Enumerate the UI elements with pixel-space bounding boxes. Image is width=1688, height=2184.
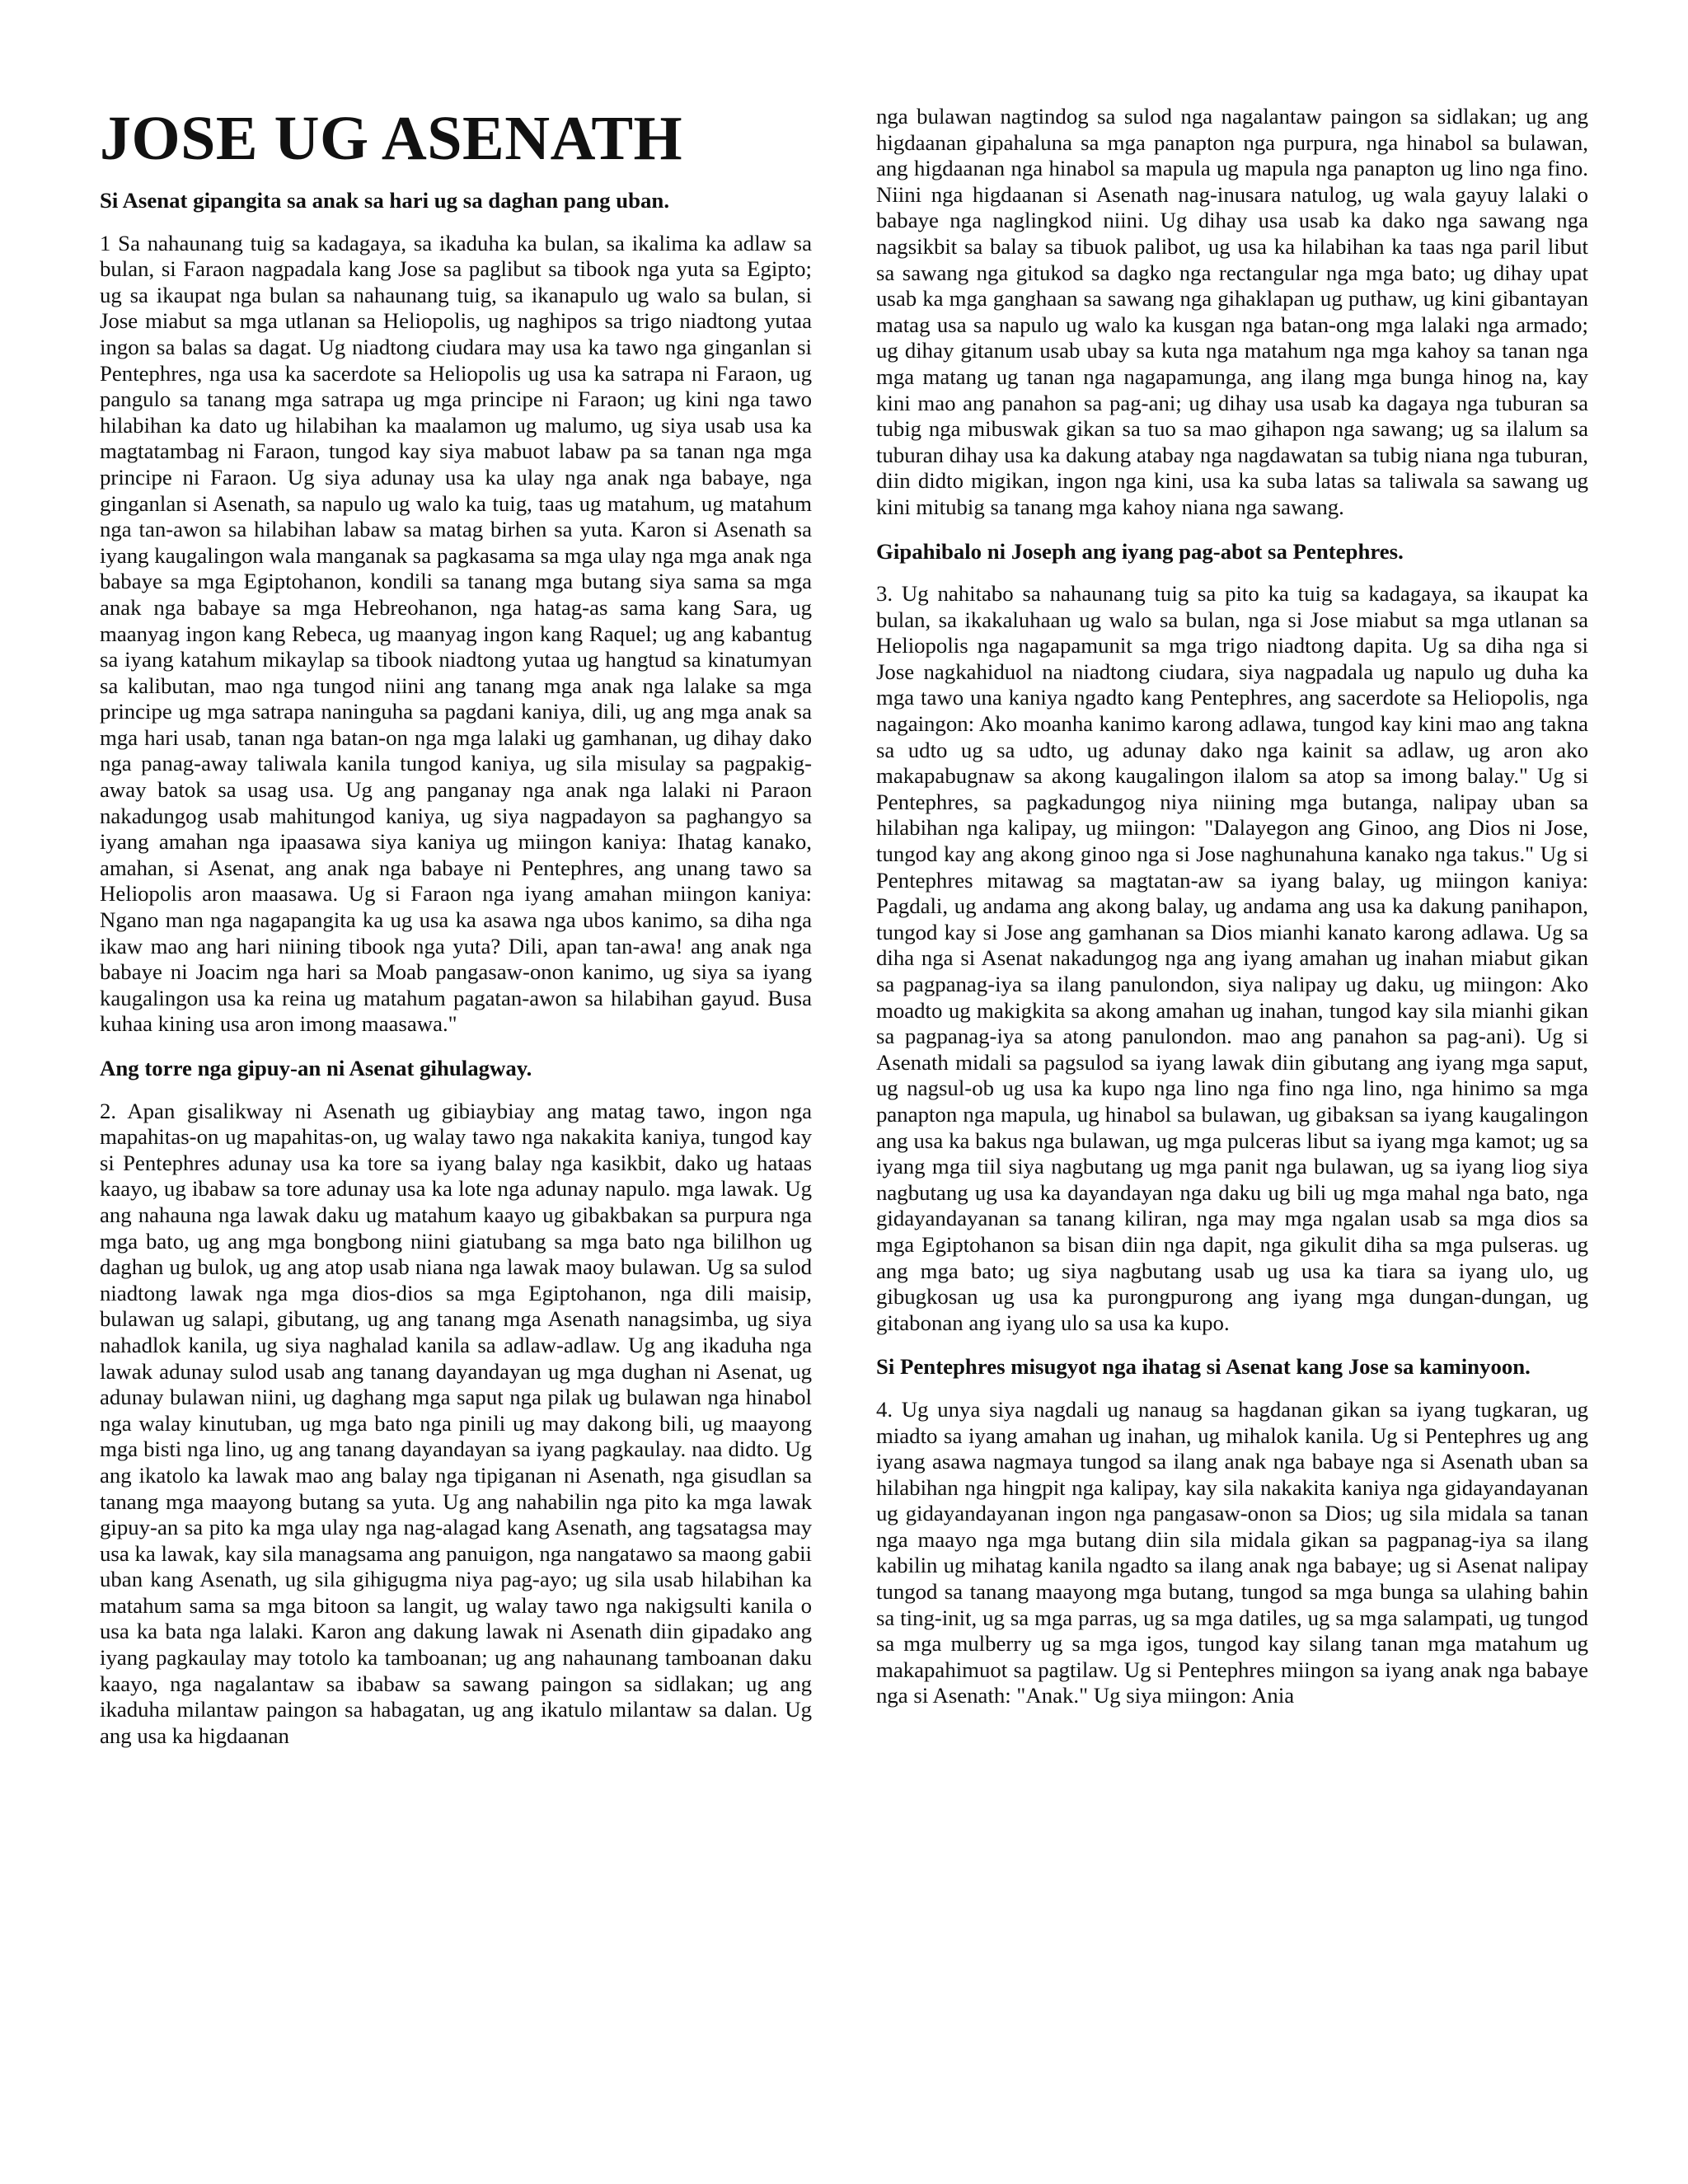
paragraph: nga bulawan nagtindog sa sulod nga nagalantaw paingon sa sidlakan; ug ang higdaanan gipahaluna sa mga panapton nga purpura, nga hinabol sa bulawan, ang higdaanan nga hinabol sa mapula ug mapula nga panapton ug lino nga fino. Niini nga higdaanan si Asenath nag-inusara natulog, ug wala gayuy lalaki o babaye nga naglingkod niini. Ug dihay usa usab ka dako nga sawang nga nagsikbit sa balay sa tibuok palibot, ug usa ka hilabihan ka taas nga paril libut sa sawang nga gitukod sa dagko nga rectangular nga mga bato; ug dihay upat usab ka mga ganghaan sa sawang nga gihaklapan ug puthaw, ug kini gibantayan matag usa sa napulo ug walo ka kusgan nga batan-ong mga lalaki nga armado; ug dihay gitanum usab ubay sa kuta nga matahum nga mga kahoy sa tanan nga mga matang ug tanan nga nagapamunga, ang ilang mga bunga hinog na, kay kini mao ang panahon sa pag-ani; ug dihay usa usab ka dagaya nga tuburan sa tubig nga mibuswak gikan sa tuo sa mao gihapon nga sawang; ug sa ilalum sa tuburan dihay usa ka dakung atabay nga nagdawatan sa tubig niana nga tuburan, diin didto migikan, ingon nga kini, usa ka suba latas sa taliwala sa sawang ug kini mitubig sa tanang mga kahoy niana nga sawang.: [876, 104, 1588, 519]
section-heading: Gipahibalo ni Joseph ang iyang pag-abot sa Pentephres.: [876, 538, 1404, 564]
paragraph: 3. Ug nahitabo sa nahaunang tuig sa pito ka tuig sa kadagaya, sa ikaupat ka bulan, sa ikakaluhaan ug walo sa bulan, nga si Jose miabut sa mga utlanan sa Heliopolis nga nagapamunit sa mga trigo niadtong dapita. Ug sa diha nga si Jose nagkahiduol na niadtong ciudara, siya nagpadala ug napulo ug duha ka mga tawo una kaniya ngadto kang Pentephres, ang sacerdote sa Heliopolis, nga nagaingon: Ako moanha kanimo karong adlawa, tungod kay kini mao ang takna sa udto ug sa udto, ug adunay dako nga kainit sa adlaw, ug aron ako makapabugnaw sa akong kaugalingon ilalom sa atop sa imong balay." Ug si Pentephres, sa pagkadungog niya niining mga butanga, nalipay uban sa hilabihan nga kalipay, ug miingon: "Dalayegon ang Ginoo, ang Dios ni Jose, tungod kay ang akong ginoo nga si Jose naghunahuna kanako nga takus." Ug si Pentephres mitawag sa magtatan-aw sa iyang balay, ug miingon kaniya: Pagdali, ug andama ang akong balay, ug andama ang usa ka dakung panihapon, tungod kay si Jose ang gamhanan sa Dios mianhi kanato karong adlawa. Ug sa diha nga si Asenat nakadungog nga ang iyang amahan ug inahan miabut gikan sa pagpanag-iya sa ilang panulondon, siya nalipay ug daku, ug miingon: Ako moadto ug makigkita sa akong amahan ug inahan, tungod kay sila mianhi gikan sa pagpanag-iya sa atong panulondon. mao ang panahon sa pag-ani). Ug si Asenath midali sa pagsulod sa iyang lawak diin gibutang ang iyang mga saput, ug nagsul-ob ug usa ka kupo nga lino nga fino nga lino, nga hinimo sa mga panapton nga mapula, ug hinabol sa bulawan, ug gibaksan sa iyang kaugalingon ang usa ka bakus nga bulawan, ug mga pulceras libut sa iyang mga kamot; ug sa iyang mga tiil siya nagbutang ug mga panit nga bulawan, ug sa iyang liog siya nagbutang ug usa ka dayandayan nga daku ug bili ug mga mahal nga bato, nga gidayandayanan sa tanang kiliran, nga may mga ngalan usab sa mga dios sa mga Egiptohanon sa bisan diin nga dapit, nga gikulit diha sa mga pulseras. ug ang mga bato; ug siya nagbutang usab ug usa ka tiara sa iyang ulo, ug gibugkosan ug usa ka purongpurong ang iyang mga dungan-dungan, ug gitabonan ang iyang ulo sa usa ka kupo.: [876, 581, 1588, 1335]
left-column: [100, 105, 812, 1767]
paragraph: 4. Ug unya siya nagdali ug nanaug sa hagdanan gikan sa iyang tugkaran, ug miadto sa iyang amahan ug inahan, ug mihalok kanila. Ug si Pentephres ug ang iyang asawa nagmaya tungod sa ilang anak nga babaye nga si Asenath uban sa hilabihan nga hingpit nga kalipay, kay sila nakakita kaniya nga gidayandayanan ug gidayandayanan ingon nga pangasaw-onon sa Dios; ug sila midala sa tanan nga maayo nga mga butang diin sila midala gikan sa pagpanag-iya sa ilang kabilin ug mihatag kanila ngadto sa ilang anak nga babaye; ug si Asenat nalipay tungod sa tanang maayong mga butang, tungod sa mga bunga sa ulahing bahin sa ting-init, ug sa mga parras, ug sa mga datiles, ug sa mga salampati, ug tungod sa mga mulberry ug sa mga igos, tungod kay silang tanan mga matahum ug makapahimuot sa pagtilaw. Ug si Pentephres miingon sa iyang anak nga babaye nga si Asenath: "Anak." Ug siya miingon: Ania: [876, 1396, 1588, 1708]
right-column: [876, 104, 1588, 1727]
paragraph: 1 Sa nahaunang tuig sa kadagaya, sa ikaduha ka bulan, sa ikalima ka adlaw sa bulan, si Faraon nagpadala kang Jose sa paglibut sa tibook nga yuta sa Egipto; ug sa ikaupat nga bulan sa nahaunang tuig, sa ikanapulo ug walo sa bulan, si Jose miabut sa mga utlanan sa Heliopolis, ug naghipos sa trigo niadtong yutaa ingon sa balas sa dagat. Ug niadtong ciudara may usa ka tawo nga ginganlan si Pentephres, nga usa ka sacerdote sa Heliopolis ug usa ka satrapa ni Faraon, ug pangulo sa tanang mga satrapa ug mga principe ni Faraon; ug kini nga tawo hilabihan ka dato ug hilabihan ka maalamon ug malumo, ug siya usab usa ka magtatambag ni Faraon, tungod kay siya mabuot labaw pa sa tanan nga mga principe ni Faraon. Ug siya adunay usa ka ulay nga anak nga babaye, nga ginganlan si Asenath, sa napulo ug walo ka tuig, taas ug matahum, ug matahum nga tan-awon sa hilabihan labaw sa matag birhen sa yuta. Karon si Asenath sa iyang kaugalingon wala manganak sa pagkasama sa mga ulay nga mga anak nga babaye sa mga Egiptohanon, kondili sa tanang mga butang siya sama sa mga anak nga babaye sa mga Hebreohanon, nga hatag-as sama kang Sara, ug maanyag ingon kang Rebeca, ug maanyag ingon kang Raquel; ug ang kabantug sa iyang katahum mikaylap sa tibook niadtong yutaa ug hangtud sa kinatumyan sa kalibutan, mao nga tungod niini ang tanang mga anak nga lalake sa mga principe ug mga satrapa naninguha sa pagdani kaniya, dili, ug ang mga anak sa mga hari usab, tanan nga batan-on nga mga lalaki ug gamhanan, ug dihay dako nga panag-away taliwala kanila tungod kaniya, ug sila misulay sa pagpakig-away batok sa usag usa. Ug ang panganay nga anak nga lalaki ni Paraon nakadungog usab mahitungod kaniya, ug siya nagpadayon sa paghangyo sa iyang amahan nga ipaasawa siya kaniya ug miingon kaniya: Ihatag kanako, amahan, si Asenat, ang anak nga babaye ni Pentephres, ang unang tawo sa Heliopolis aron maasawa. Ug si Faraon nga iyang amahan miingon kaniya: Ngano man nga nagapangita ka ug usa ka asawa nga ubos kanimo, sa diha nga ikaw mao ang hari niining tibook nga yuta? Dili, apan tan-awa! ang anak nga babaye ni Joacim nga hari sa Moab pangasaw-onon kanimo, ug siya sa iyang kaugalingon usa ka reina ug matahum pagatan-awon sa hilabihan gayud. Busa kuhaa kining usa aron imong maasawa.": [100, 230, 812, 1037]
section-heading: Ang torre nga gipuy-an ni Asenat gihulagway.: [100, 1056, 532, 1080]
section-heading: Si Pentephres misugyot nga ihatag si Asenat kang Jose sa kaminyoon.: [876, 1354, 1531, 1380]
paragraph: 2. Apan gisalikway ni Asenath ug gibiaybiay ang matag tawo, ingon nga mapahitas-on ug mapahitas-on, ug walay tawo nga nakakita kaniya, tungod kay si Pentephres adunay usa ka tore sa iyang balay nga kasikbit, dako ug hataas kaayo, ug ibabaw sa tore adunay usa ka lote nga adunay napulo. mga lawak. Ug ang nahauna nga lawak daku ug matahum kaayo ug gibakbakan sa purpura nga mga bato, ug ang mga bongbong niini giatubang sa mga bato nga bililhon ug daghan ug bulok, ug ang atop usab niana nga lawak maoy bulawan. Ug sa sulod niadtong lawak nga mga dios-dios sa mga Egiptohanon, nga dili maisip, bulawan ug salapi, gibutang, ug ang tanang mga Asenath nanagsimba, ug siya nahadlok kanila, ug siya naghalad kanila sa adlaw-adlaw. Ug ang ikaduha nga lawak adunay sulod usab ang tanang dayandayan ug mga dughan ni Asenat, ug adunay bulawan niini, ug daghang mga saput nga pilak ug bulawan nga hinabol nga walay kinutuban, ug mga bato nga pinili ug may dakong bili, ug maayong mga bisti nga lino, ug ang tanang dayandayan sa iyang pagkaulay. naa didto. Ug ang ikatolo ka lawak mao ang balay nga tipiganan ni Asenath, nga gisudlan sa tanang mga maayong butang sa yuta. Ug ang nahabilin nga pito ka mga lawak gipuy-an sa pito ka mga ulay nga nag-alagad kang Asenath, ang tagsatagsa may usa ka lawak, kay sila managsama ang panuigon, nga nangatawo sa maong gabii uban kang Asenath, ug sila gihigugma niya pag-ayo; ug sila usab hilabihan ka matahum sama sa mga bitoon sa langit, ug walay tawo nga nakigsulti kanila o usa ka bata nga lalaki. Karon ang dakung lawak ni Asenath diin gipadako ang iyang pagkaulay may totolo ka tamboanan; ug ang nahaunang tamboanan daku kaayo, nga nagalantaw sa ibabaw sa sawang paingon sa sidlakan; ug ang ikaduha milantaw paingon sa habagatan, ug ang ikatulo milantaw sa dalan. Ug ang usa ka higdaanan: [100, 1098, 812, 1748]
section-heading: Si Asenat gipangita sa anak sa hari ug sa daghan pang uban.: [100, 188, 670, 213]
document-title: JOSE UG ASENATH: [100, 104, 683, 173]
